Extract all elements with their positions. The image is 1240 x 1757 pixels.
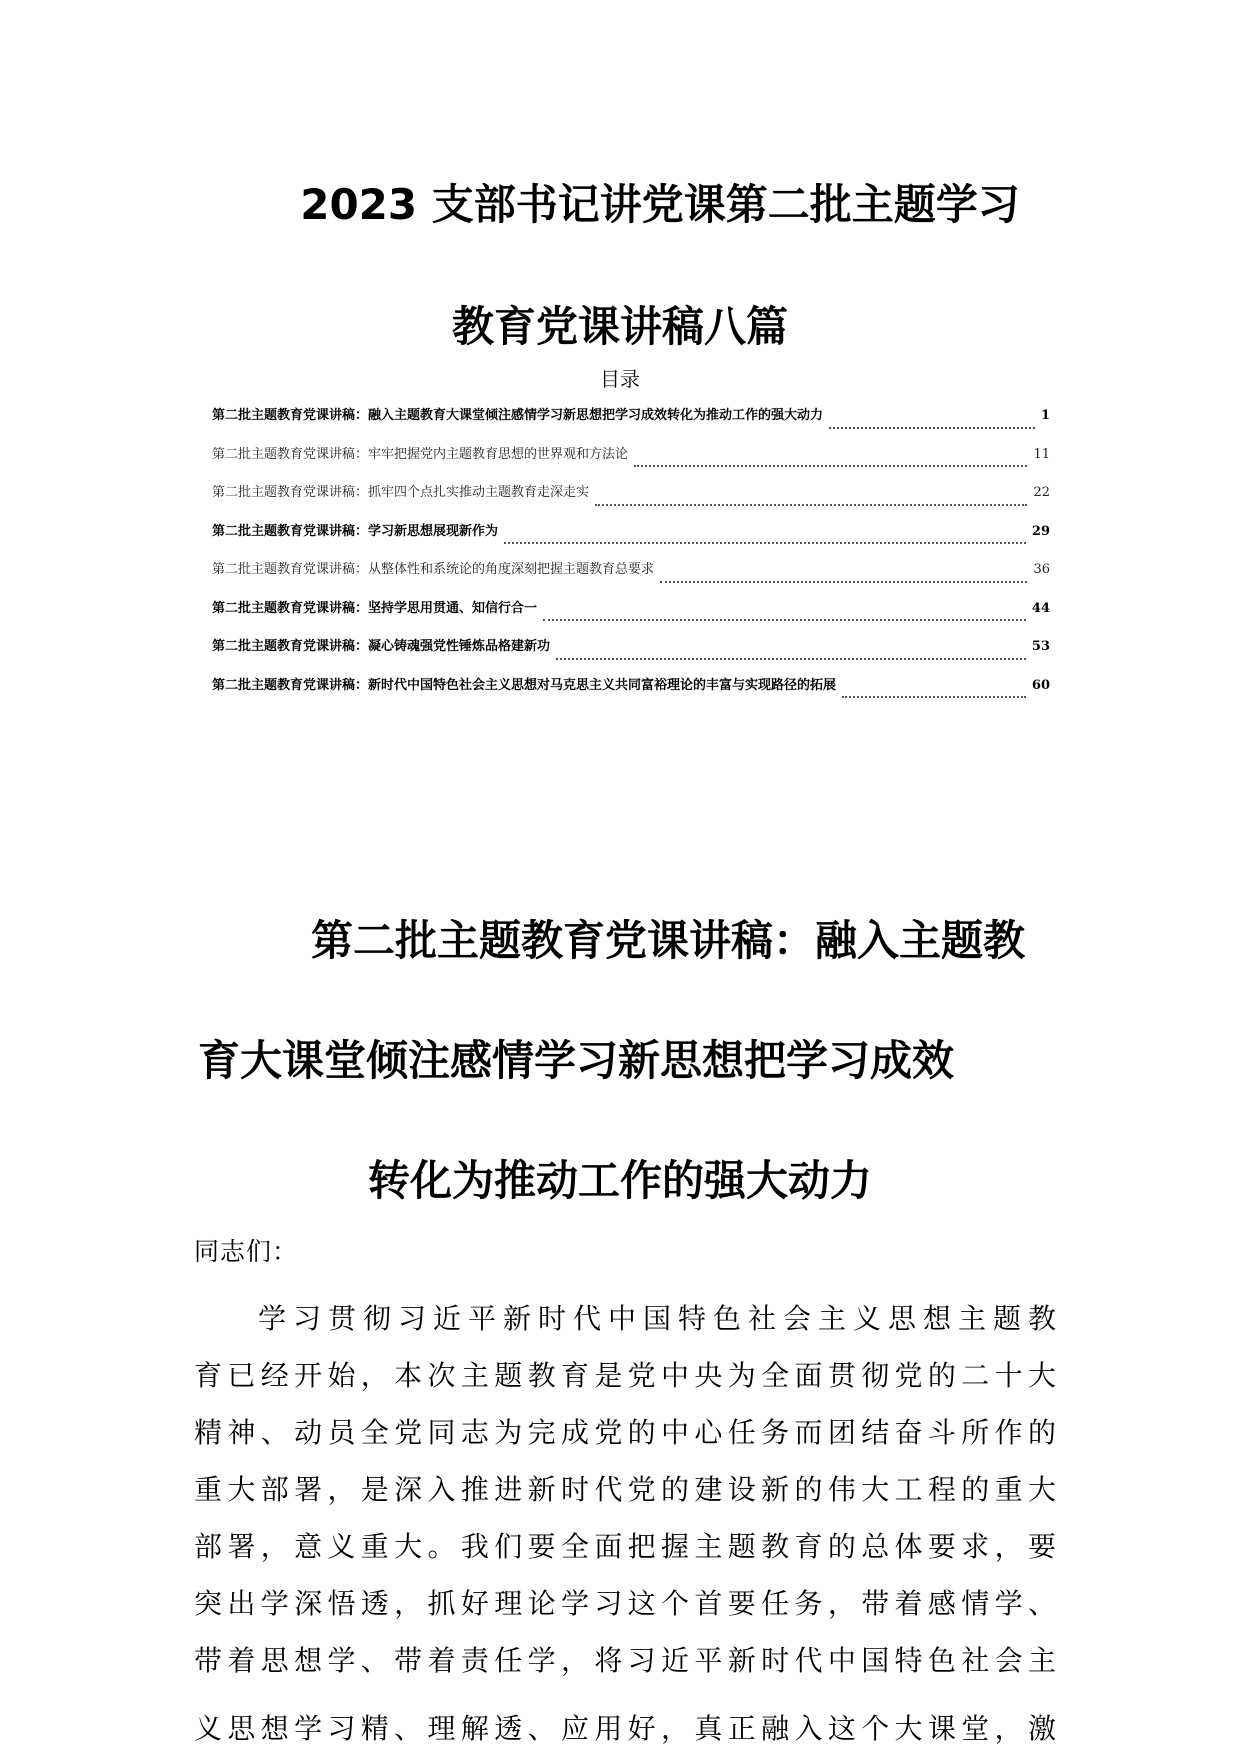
toc-entry[interactable] bbox=[212, 558, 1050, 597]
body-line: 突出学深悟透，抓好理论学习这个首要任务，带着感情学、 bbox=[194, 1587, 1056, 1620]
toc-entry[interactable] bbox=[212, 520, 1050, 559]
toc-entry-title: 第二批主题教育党课讲稿：坚持学思用贯通、知信行合一 bbox=[212, 600, 538, 616]
toc-entry-page: 22 bbox=[1033, 485, 1050, 500]
toc-entry[interactable] bbox=[212, 443, 1050, 482]
toc-entry-page: 60 bbox=[1031, 677, 1050, 693]
toc-leader-dots bbox=[504, 541, 1026, 544]
toc-entry-title: 第二批主题教育党课讲稿：融入主题教育大课堂倾注感情学习新思想把学习成效转化为推动工作的强大动力 bbox=[212, 408, 824, 423]
toc-entry-title: 第二批主题教育党课讲稿：牢牢把握党内主题教育思想的世界观和方法论 bbox=[212, 446, 629, 462]
toc-entry[interactable] bbox=[212, 635, 1050, 674]
toc-leader-dots bbox=[842, 695, 1026, 698]
toc-entry-page: 11 bbox=[1033, 446, 1050, 462]
toc-entry-title: 第二批主题教育党课讲稿：从整体性和系统论的角度深刻把握主题教育总要求 bbox=[212, 562, 655, 577]
section-title-line-3: 转化为推动工作的强大动力 bbox=[367, 1156, 872, 1205]
toc-entry[interactable] bbox=[212, 481, 1050, 520]
document-title-line-1: 2023 支部书记讲党课第二批主题学习 bbox=[300, 180, 1020, 229]
toc-entry[interactable] bbox=[212, 597, 1050, 636]
body-line: 带着思想学、带着责任学，将习近平新时代中国特色社会主 bbox=[194, 1644, 1056, 1677]
toc-entry-page: 36 bbox=[1033, 562, 1050, 577]
toc-entry-page: 53 bbox=[1031, 639, 1050, 654]
table-of-contents bbox=[212, 404, 1050, 712]
section-title-line-1: 第二批主题教育党课讲稿：融入主题教 bbox=[310, 916, 1025, 965]
salutation: 同志们： bbox=[194, 1237, 299, 1266]
toc-entry-page: 1 bbox=[1040, 408, 1050, 423]
document-title-line-2: 教育党课讲稿八篇 bbox=[451, 302, 788, 351]
toc-entry-page: 44 bbox=[1031, 600, 1050, 616]
body-line: 重大部署，是深入推进新时代党的建设新的伟大工程的重大 bbox=[194, 1473, 1056, 1506]
body-line: 育已经开始，本次主题教育是党中央为全面贯彻党的二十大 bbox=[194, 1359, 1056, 1392]
toc-leader-dots bbox=[556, 657, 1026, 660]
toc-leader-dots bbox=[829, 426, 1035, 429]
toc-entry[interactable] bbox=[212, 674, 1050, 713]
toc-leader-dots bbox=[543, 618, 1026, 621]
body-line: 学习贯彻习近平新时代中国特色社会主义思想主题教 bbox=[258, 1302, 1056, 1335]
toc-heading: 目录 bbox=[600, 367, 640, 391]
toc-entry-title: 第二批主题教育党课讲稿：学习新思想展现新作为 bbox=[212, 523, 499, 539]
toc-leader-dots bbox=[660, 580, 1027, 583]
toc-entry[interactable] bbox=[212, 404, 1050, 443]
body-line: 精神、动员全党同志为完成党的中心任务而团结奋斗所作的 bbox=[194, 1416, 1056, 1449]
body-line: 义思想学习精、理解透、应用好，真正融入这个大课堂，激 bbox=[194, 1712, 1056, 1745]
toc-entry-page: 29 bbox=[1031, 523, 1050, 539]
toc-leader-dots bbox=[634, 464, 1027, 467]
section-title-line-2: 育大课堂倾注感情学习新思想把学习成效 bbox=[197, 1036, 954, 1085]
toc-entry-title: 第二批主题教育党课讲稿：新时代中国特色社会主义思想对马克思主义共同富裕理论的丰富与实现路径的拓展 bbox=[212, 677, 837, 693]
toc-entry-title: 第二批主题教育党课讲稿：抓牢四个点扎实推动主题教育走深走实 bbox=[212, 485, 590, 500]
body-line: 部署，意义重大。我们要全面把握主题教育的总体要求，要 bbox=[194, 1530, 1056, 1563]
body-paragraph bbox=[194, 1290, 1056, 1757]
toc-leader-dots bbox=[595, 503, 1027, 506]
toc-entry-title: 第二批主题教育党课讲稿：凝心铸魂强党性锤炼品格建新功 bbox=[212, 639, 551, 654]
